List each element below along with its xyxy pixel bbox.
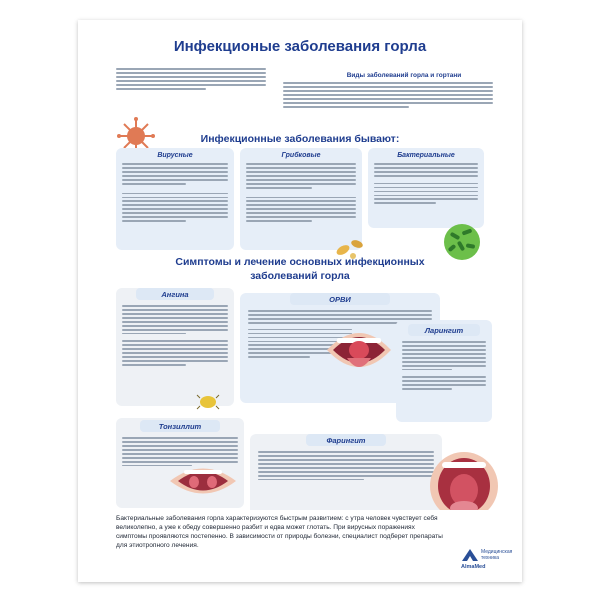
- category-label-viral: Вирусные: [157, 152, 193, 159]
- disease-title-tonsillitis: Тонзиллит: [140, 420, 220, 432]
- brand-subtitle-1: Медицинская: [481, 549, 513, 555]
- page-title: Инфекционые заболевания горла: [173, 38, 427, 55]
- brand-subtitle-2: техника: [481, 555, 500, 561]
- intro-paragraph: [116, 68, 266, 90]
- disease-title-angina: Ангина: [136, 288, 214, 300]
- infections-heading: Инфекционные заболевания бывают:: [200, 133, 400, 145]
- symptoms-heading-line-2: заболеваний горла: [250, 270, 350, 282]
- types-heading: Виды заболеваний горла и гортани: [346, 72, 462, 79]
- disease-title-laryngitis: Ларингит: [408, 324, 480, 336]
- category-card-viral: [116, 148, 234, 250]
- poster: [78, 20, 522, 582]
- disease-title-orvi: ОРВИ: [290, 293, 390, 305]
- open-mouth-illustration: [323, 320, 395, 380]
- category-label-fungal: Грибковые: [281, 152, 321, 159]
- symptoms-heading-line-1: Симптомы и лечение основных инфекционных: [175, 256, 425, 268]
- bottom-summary-text: Бактериальные заболевания горла характеризуются быстрым развитием: с утра человек чувствует себя великолепно, а уже к обеду совершенно разбит и едва может глотать. При вирусных поражениях симптомы проявляются постепенно. В зависимости от природы болезни, специалист подберет препараты для этиотропного лечения.: [116, 515, 443, 549]
- brand-icon: [461, 548, 479, 562]
- brand-name: AlmaMed: [461, 564, 486, 570]
- disease-card-laryngitis: [396, 320, 492, 422]
- types-paragraph: [283, 82, 493, 108]
- disease-card-angina: [116, 288, 234, 406]
- category-card-bacterial: [368, 148, 484, 228]
- category-label-bacterial: Бактериальные: [397, 152, 455, 159]
- disease-title-pharyngitis: Фарингит: [306, 434, 386, 446]
- brand-logo: [461, 548, 519, 576]
- disease-card-pharyngitis: [250, 434, 442, 516]
- tonsils-illustration: [168, 456, 238, 506]
- small-bacterium-icon: [196, 392, 220, 412]
